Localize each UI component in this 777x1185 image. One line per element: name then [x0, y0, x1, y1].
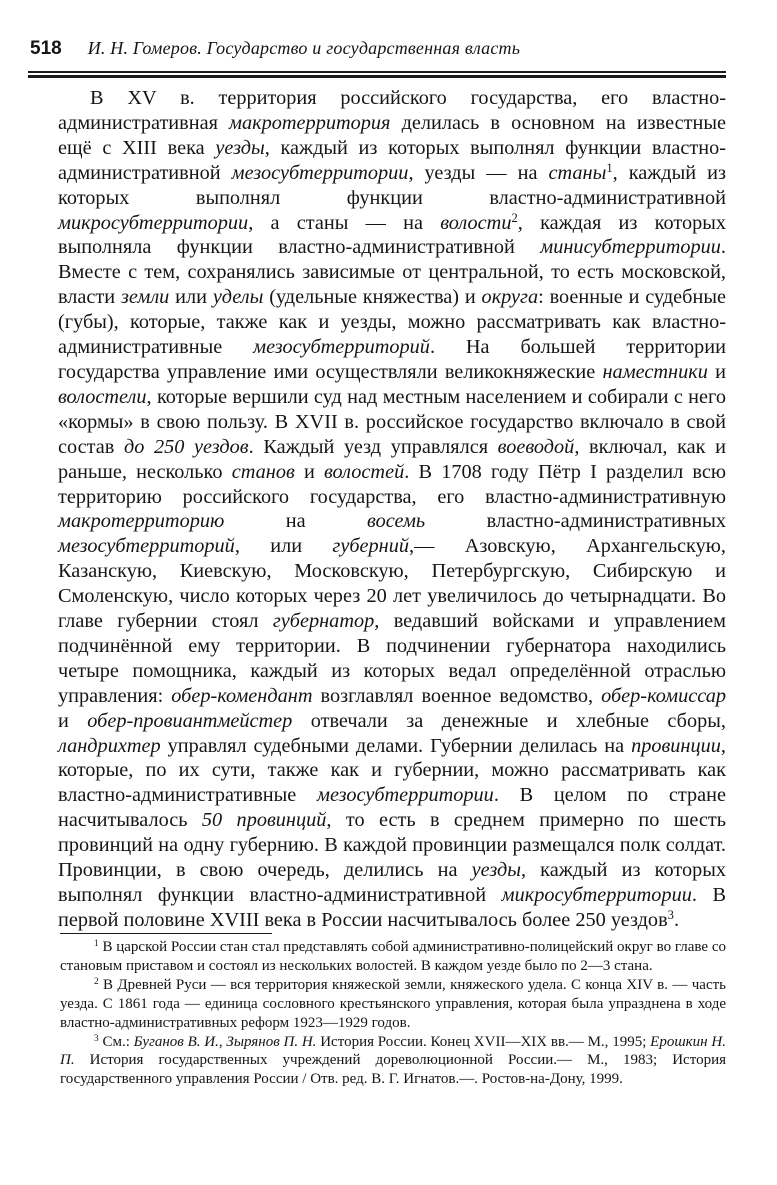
text-run: : военные и судебные (губы), которые, также как и уезды, можно рассматривать как властно-административные [58, 286, 726, 359]
italic-term: ландрихтер [58, 734, 161, 757]
italic-term: мезосубтерриторий [58, 535, 235, 558]
italic-term: обер-провиантмейстер [87, 709, 293, 732]
italic-term: макротерриторию [58, 510, 225, 533]
italic-term: макротерритория [229, 111, 391, 134]
footnote-1 [60, 938, 726, 976]
text-run: См.: [98, 1033, 134, 1050]
text-run: делилась в основном на известные ещё с XIII века [58, 111, 726, 159]
text-run: , то есть в среднем примерно по шесть провинций на одну губернию. В каждой провинции размещался полк солдат. Провинции, в свою очередь, делились на [58, 809, 727, 882]
italic-term: Ерошкин Н. П. [60, 1033, 726, 1069]
text-run: , уезды — на [408, 161, 549, 184]
footnote-marker: 3 [94, 1033, 99, 1044]
footnote-marker: 2 [94, 976, 99, 987]
italic-term: наместники [602, 360, 708, 383]
text-run: . В первой половине XVIII века в России насчитывалось более 250 уездов [58, 884, 726, 931]
italic-term: микросубтерритории [58, 211, 249, 234]
footnotes [60, 938, 726, 1089]
footnote-marker: 3 [667, 907, 674, 922]
text-run: В царской России стан стал представлять собой административно-полицейский округ во главе со становым приставом и состоял из нескольких волостей. В каждом уезде было по 2—3 стана. [60, 939, 726, 974]
footnote-marker: 1 [94, 938, 99, 949]
text-run: на [224, 510, 368, 533]
text-run: и [58, 709, 88, 732]
italic-term: станы [548, 161, 607, 184]
text-run: . Каждый уезд управлялся [248, 435, 498, 458]
text-run: , которые, по их сути, также как и губернии, можно рассматривать как властно-административные [58, 734, 726, 807]
italic-term: Буганов В. И., Зырянов П. Н. [133, 1033, 317, 1050]
italic-term: округа [481, 286, 539, 309]
page-header [30, 38, 720, 60]
italic-term: обер-комендант [171, 684, 313, 707]
text-run: , а станы — на [248, 211, 441, 234]
footnote-2 [60, 976, 726, 1033]
italic-term: мезосубтерритории [317, 784, 494, 807]
footnote-separator [60, 933, 272, 934]
text-run: ,— Азовскую, Архангельскую, Казанскую, Киевскую, Московскую, Петербургскую, Сибирскую и Смоленскую, число которых через 20 лет увеличилось до четырнадцати. Во главе губернии стоял [58, 535, 726, 633]
text-run: возглавлял военное ведомство, [312, 684, 602, 707]
text-run: История России. Конец XVII—XIX вв.— М., 1995; [316, 1033, 651, 1050]
italic-term: волостей [324, 460, 405, 483]
text-run: и [707, 360, 726, 383]
italic-term: станов [231, 460, 295, 483]
italic-term: мезосубтерритории [231, 161, 409, 184]
main-paragraph [58, 86, 726, 933]
italic-term: мезосубтерриторий [253, 336, 430, 359]
text-run: , включал, как и раньше, несколько [58, 435, 726, 483]
text-run: . [673, 908, 680, 931]
text-run: , ведавший войсками и управлением подчинённой ему территории. В подчинении губернатора находились четыре помощника, каждый из которых ведал определённой отраслью управления: [58, 610, 727, 707]
header-rule-thick [28, 75, 726, 78]
italic-term: уезды [471, 859, 521, 882]
text-run: . Вместе с тем, сохранялись зависимые от центральной, то есть московской, власти [58, 236, 726, 309]
italic-term: губерний [332, 535, 410, 558]
text-run: . В 1708 году Пётр I разделил всю территорию российского государства, его властно-административную [58, 460, 727, 508]
italic-term: провинции [631, 734, 721, 757]
italic-term: земли [120, 286, 170, 309]
text-run: и [294, 460, 325, 483]
footnote-3 [60, 1033, 726, 1090]
running-title: И. Н. Гомеров. Государство и государственная власть [87, 38, 521, 58]
footnote-marker: 2 [511, 210, 518, 225]
text-run: , каждый из которых выполнял функции властно-административной [58, 136, 727, 184]
text-run: , каждый из которых выполнял функции властно-административной [58, 161, 727, 209]
italic-term: уезды [215, 136, 265, 159]
text-run: История государственных учреждений дореволюционной России.— М., 1983; История государственного управления России / Отв. ред. В. Г. Игнатов.—. Ростов-на-Дону, 1999. [60, 1052, 726, 1088]
page-number: 518 [30, 38, 62, 59]
text-run: , или [234, 535, 333, 558]
italic-term: волостели [58, 385, 147, 408]
italic-term: микросубтерритории [501, 884, 692, 906]
text-run: отвечали за денежные и хлебные сборы, [292, 709, 726, 732]
italic-term: волости [440, 211, 512, 234]
text-run: управлял судебными делами. Губернии делилась на [160, 734, 632, 757]
italic-term: до 250 уездов [123, 435, 249, 458]
text-run: . В целом по стране насчитывалось [58, 784, 726, 832]
text-run: В XV в. территория российского государства, его властно-административная [58, 87, 726, 134]
text-run: или [169, 286, 213, 309]
italic-term: обер-комиссар [601, 684, 726, 707]
text-run: , каждый из которых выполнял функции властно-административной [58, 859, 726, 906]
italic-term: губернатор [272, 610, 375, 633]
italic-term: воеводой [497, 435, 575, 458]
text-run: , которые вершили суд над местным населением и собирали с него «кормы» в свою пользу. В XVII в. российское государство включало в свой состав [58, 385, 726, 458]
italic-term: минисубтерритории [540, 236, 721, 259]
italic-term: 50 провинций [201, 809, 327, 832]
italic-term: восемь [367, 510, 426, 533]
italic-term: уделы [212, 286, 264, 309]
text-run: . На большей территории государства управление ими осуществляли великокняжеские [58, 336, 726, 383]
text-run: (удельные княжества) и [263, 286, 482, 309]
text-run: властно-административных [425, 510, 726, 533]
footnote-marker: 1 [606, 160, 613, 175]
text-run: , каждая из которых выполняла функции властно-административной [58, 211, 727, 259]
text-run: В Древней Руси — вся территория княжеской земли, княжеского удела. С конца XIV в. — часть уезда. С 1861 года — единица сословного крестьянского управления, которая была упразднена в ходе властно-административных реформ 1923—1929 годов. [60, 976, 726, 1031]
header-rule-thin [28, 71, 726, 73]
